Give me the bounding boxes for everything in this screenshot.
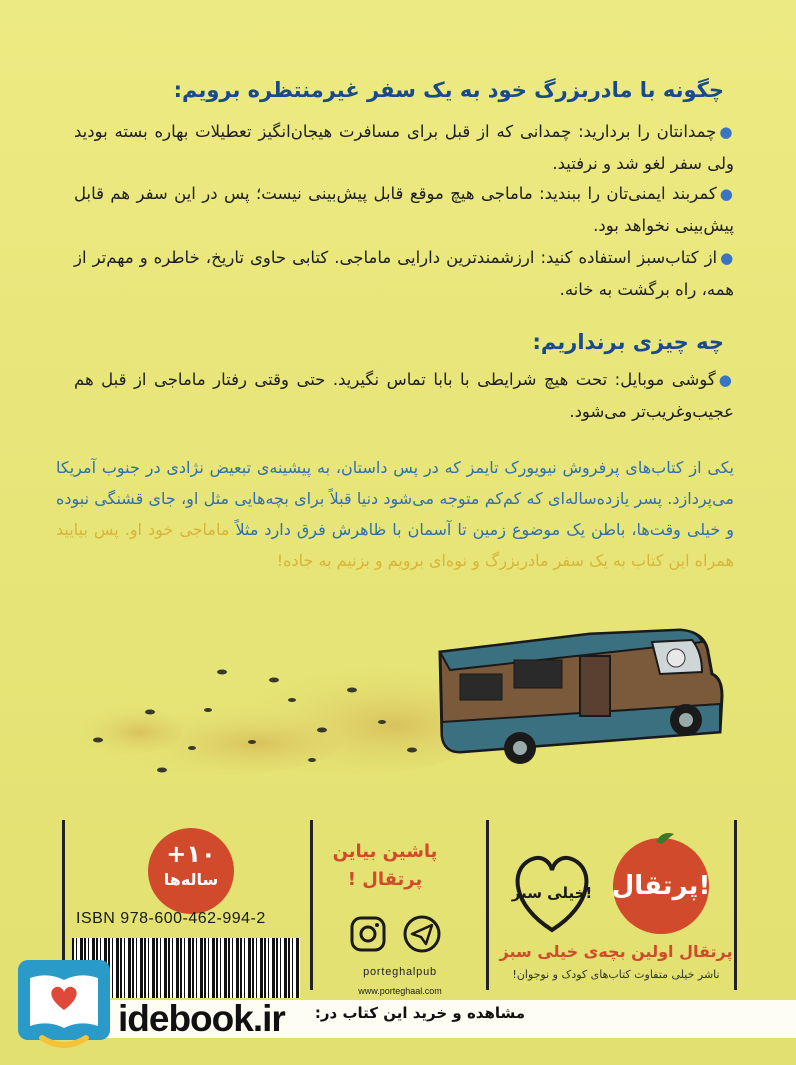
- idebook-book-icon: [12, 952, 116, 1056]
- watermark-label: مشاهده و خرید این کتاب در:: [314, 1004, 526, 1022]
- social-callout-line1: پاشین بیاین: [332, 841, 438, 862]
- publisher-tagline: پرتقال اولین بچه‌ی خیلی سبز: [499, 942, 733, 961]
- instagram-icon: [352, 918, 384, 950]
- social-callout-line2: پرتقال !: [347, 869, 423, 890]
- blurb-text: یکی از کتاب‌های پرفروش نیویورک تایمز که در پس داستان، به پیشینه‌ی تبعیض نژادی در جنوب آمریکا می‌پردازد. پسر یازده‌ساله‌ای که کم‌کم متوجه می‌شود دنیا قبلاً برای بچه‌هایی مثل او، جای قشنگی نبوده و خیلی وقت‌ها، باطن یک موضوع زمین تا آسمان با ظاهرش فرق دارد مثلاً: [56, 458, 735, 539]
- kheyli-sabz-badge-icon: [502, 840, 602, 940]
- isbn-number: ISBN 978-600-462-994-2: [76, 910, 266, 927]
- bullet-dot-icon: ●: [718, 371, 734, 389]
- bullet-mobile: [74, 364, 734, 427]
- heading-how-to-travel: چگونه با مادربزرگ خود به یک سفر غیرمنتظره برویم:: [173, 78, 724, 102]
- heading-what-not-to-take: چه چیزی برنداریم:: [532, 330, 724, 354]
- blurb-end-text: ماماجی خود او. پس بیایید همراه این کتاب به یک سفر مادربزرگ و نوه‌ای برویم و بزنیم به جاده!: [56, 520, 734, 570]
- watermark-site[interactable]: idebook.ir: [118, 998, 285, 1039]
- bullet-text: از کتاب‌سبز استفاده کنید: ارزشمندترین دارایی ماماجی. کتابی حاوی تاریخ، خاطره و مهم‌تر از همه، راه برگشت به خانه.: [74, 248, 734, 299]
- telegram-icon: [405, 917, 439, 951]
- divider: [734, 820, 737, 990]
- social-icons: [340, 912, 450, 956]
- bullet-text: گوشی موبایل: تحت هیچ شرایطی با بابا تماس نگیرید. حتی وقتی رفتار ماماجی از قبل هم عجیب‌وغریب‌تر می‌شود.: [74, 370, 734, 421]
- bullet-text: چمدانتان را بردارید: چمدانی که از قبل برای مسافرت هیجان‌انگیز تعطیلات بهاره بسته بودید ولی سفر لغو شد و نرفتید.: [74, 122, 734, 173]
- age-badge-label: ساله‌ها: [163, 870, 219, 889]
- watermark-banner[interactable]: [0, 990, 796, 1065]
- bullet-seatbelt: [74, 178, 734, 241]
- bullet-suitcase: [74, 116, 734, 179]
- bullet-green-book: [74, 242, 734, 305]
- social-handle: porteghalpub: [363, 966, 437, 978]
- blurb-paragraph: [56, 452, 734, 576]
- porteghal-logo-text: پرتقال!: [611, 871, 711, 901]
- publisher-website: www.porteghaal.com: [358, 986, 442, 996]
- bullet-dot-icon: ●: [719, 185, 734, 203]
- bullet-text: کمربند ایمنی‌تان را ببندید: ماماجی هیچ موقع قابل پیش‌بینی نیست؛ پس در این سفر هم قابل پیش‌بینی نخواهد بود.: [74, 184, 734, 235]
- age-badge: [148, 828, 234, 914]
- rv-motorhome-illustration: [430, 612, 730, 772]
- kheyli-sabz-text: خیلی سبز!: [511, 884, 593, 902]
- dust-cloud-illustration: [62, 630, 482, 780]
- divider: [486, 820, 489, 990]
- bullet-dot-icon: ●: [720, 249, 734, 267]
- social-callout: [315, 838, 455, 894]
- bullet-dot-icon: ●: [719, 123, 735, 141]
- age-badge-number: +۱۰: [166, 840, 216, 868]
- publisher-subline: ناشر خیلی متفاوت کتاب‌های کودک و نوجوان!: [512, 968, 720, 981]
- divider: [310, 820, 313, 990]
- porteghal-logo-icon: [606, 828, 716, 938]
